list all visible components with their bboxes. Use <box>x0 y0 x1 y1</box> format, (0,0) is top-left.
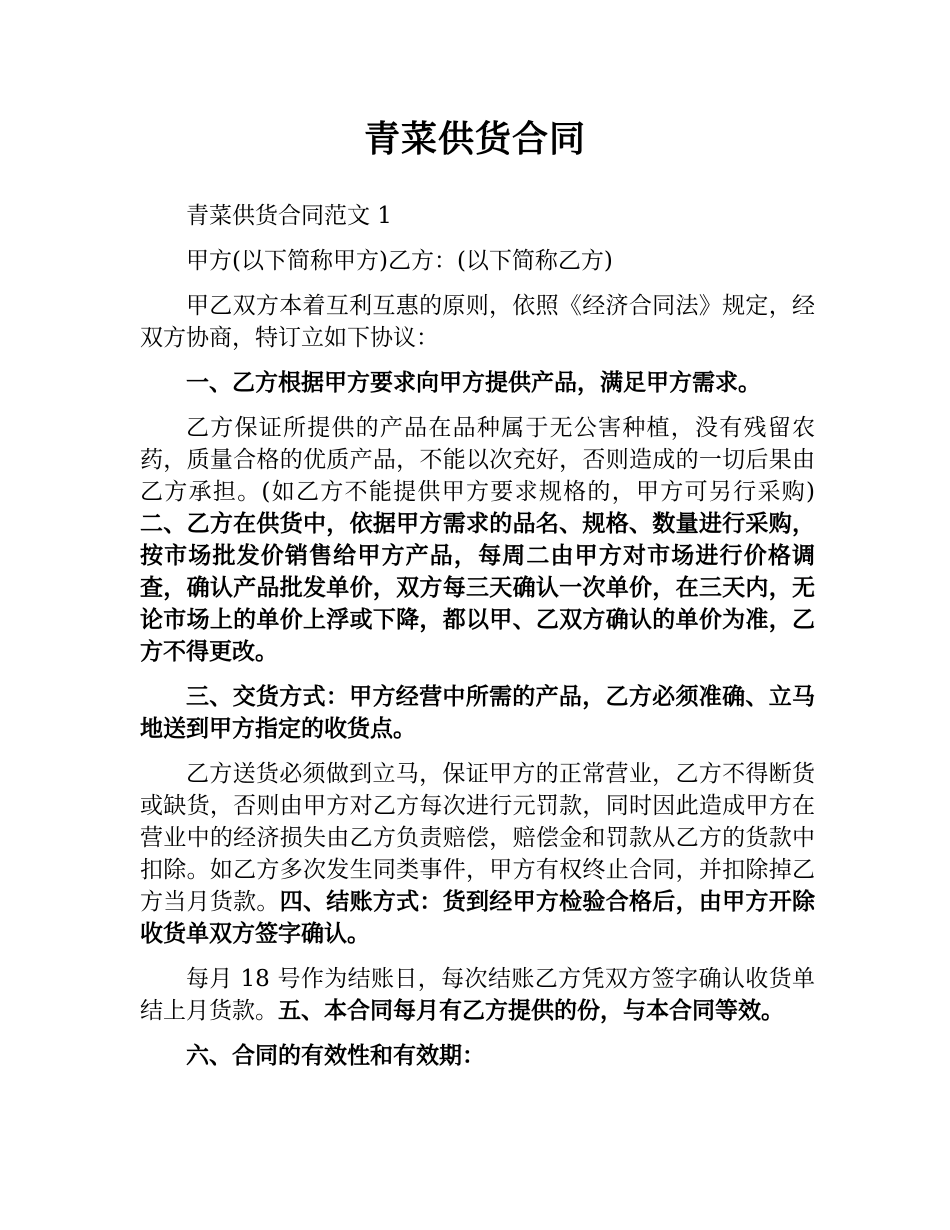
clause-3-heading: 三、交货方式：甲方经营中所需的产品，乙方必须准确、立马地送到甲方指定的收货点。 <box>140 684 815 742</box>
parties-paragraph: 甲方(以下简称甲方)乙方：(以下简称乙方) <box>186 248 613 274</box>
clause-4-text: 每月 18 号作为结账日，每次结账乙方凭双方签字确认收货单结上月货款。 <box>140 966 815 1024</box>
clause-1-paragraph <box>140 412 815 668</box>
clause-5-heading: 五、本合同每月有乙方提供的份，与本合同等效。 <box>278 998 784 1024</box>
clause-1-heading: 一、乙方根据甲方要求向甲方提供产品，满足甲方需求。 <box>186 370 761 396</box>
intro-paragraph: 青菜供货合同范文 1 <box>186 203 392 229</box>
clause-4-paragraph <box>140 963 815 1027</box>
clause-1-text: 乙方保证所提供的产品在品种属于无公害种植，没有残留农药，质量合格的优质产品，不能以次充好，否则造成的一切后果由乙方承担。(如乙方不能提供甲方要求规格的，甲方可另行采购) <box>140 415 815 505</box>
document-body <box>140 200 815 1085</box>
clause-6-heading: 六、合同的有效性和有效期： <box>186 1043 485 1069</box>
document-title: 青菜供货合同 <box>363 119 586 160</box>
clause-2-heading: 二、乙方在供货中，依据甲方需求的品名、规格、数量进行采购，按市场批发价销售给甲方产品，每周二由甲方对市场进行价格调查，确认产品批发单价，双方每三天确认一次单价，在三天内，无论市场上的单价上浮或下降，都以甲、乙双方确认的单价为准，乙方不得更改。 <box>140 511 815 665</box>
clause-4-heading: 四、结账方式：货到经甲方检验合格后，由甲方开除收货单双方签字确认。 <box>140 889 816 947</box>
clause-3-text: 乙方送货必须做到立马，保证甲方的正常营业，乙方不得断货或缺货，否则由甲方对乙方每次进行元罚款，同时因此造成甲方在营业中的经济损失由乙方负责赔偿，赔偿金和罚款从乙方的货款中扣除。如乙方多次发生同类事件，甲方有权终止合同，并扣除掉乙方当月货款。 <box>140 761 815 915</box>
preamble-paragraph: 甲乙双方本着互利互惠的原则，依照《经济合同法》规定，经双方协商，特订立如下协议： <box>140 293 815 351</box>
clause-3-paragraph <box>140 758 815 950</box>
